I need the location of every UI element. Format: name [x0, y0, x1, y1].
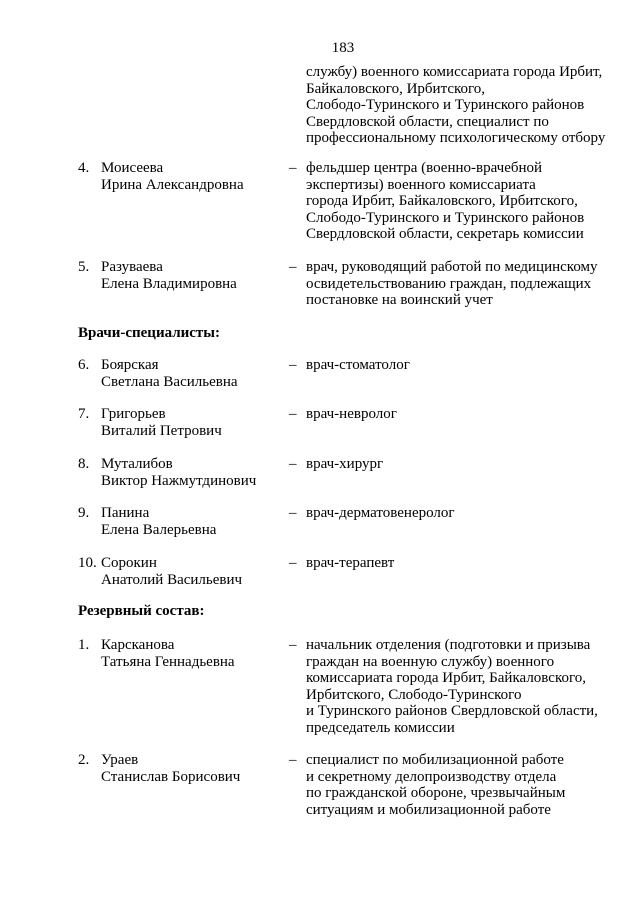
dash: –	[289, 752, 297, 768]
item-number: 5.	[78, 259, 90, 275]
person-name: Разуваева Елена Владимировна	[101, 259, 237, 292]
person-name: Боярская Светлана Васильевна	[101, 357, 238, 390]
position-description: врач-дерматовенеролог	[306, 505, 455, 521]
dash: –	[289, 406, 297, 422]
position-description: врач-стоматолог	[306, 357, 410, 373]
continuation-text: службу) военного комиссариата города Ирбит, Байкаловского, Ирбитского, Слободо-Туринского и Туринского районов Свердловской области, специалист по профессиональному психологическому отбору	[306, 64, 606, 146]
position-description: врач-невролог	[306, 406, 397, 422]
dash: –	[289, 357, 297, 373]
person-name: Карсканова Татьяна Геннадьевна	[101, 637, 235, 670]
position-description: врач-хирург	[306, 456, 384, 472]
position-description: врач-терапевт	[306, 555, 395, 571]
dash: –	[289, 456, 297, 472]
reserve-heading: Резервный состав:	[78, 603, 205, 619]
dash: –	[289, 555, 297, 571]
page-number: 183	[331, 40, 355, 56]
specialists-heading: Врачи-специалисты:	[78, 325, 221, 341]
item-number: 6.	[78, 357, 90, 373]
dash: –	[289, 160, 297, 176]
item-number: 4.	[78, 160, 90, 176]
position-description: специалист по мобилизационной работе и секретному делопроизводству отдела по гражданской обороне, чрезвычайным ситуациям и мобилизационной работе	[306, 752, 566, 818]
person-name: Григорьев Виталий Петрович	[101, 406, 222, 439]
person-name: Муталибов Виктор Нажмутдинович	[101, 456, 257, 489]
person-name: Сорокин Анатолий Васильевич	[101, 555, 243, 588]
item-number: 10.	[78, 555, 97, 571]
person-name: Ураев Станислав Борисович	[101, 752, 241, 785]
dash: –	[289, 259, 297, 275]
item-number: 9.	[78, 505, 90, 521]
person-name: Панина Елена Валерьевна	[101, 505, 217, 538]
item-number: 1.	[78, 637, 90, 653]
position-description: начальник отделения (подготовки и призыва граждан на военную службу) военного комиссариата города Ирбит, Байкаловского, Ирбитского, Слободо-Туринского и Туринского районов Свердловской области, председатель комиссии	[306, 637, 598, 736]
item-number: 7.	[78, 406, 90, 422]
item-number: 8.	[78, 456, 90, 472]
dash: –	[289, 637, 297, 653]
dash: –	[289, 505, 297, 521]
position-description: фельдшер центра (военно-врачебной экспертизы) военного комиссариата города Ирбит, Байкаловского, Ирбитского, Слободо-Туринского и Туринского районов Свердловской области, секретарь комиссии	[306, 160, 585, 242]
person-name: Моисеева Ирина Александровна	[101, 160, 244, 193]
item-number: 2.	[78, 752, 90, 768]
position-description: врач, руководящий работой по медицинскому освидетельствованию граждан, подлежащих постановке на воинский учет	[306, 259, 598, 308]
